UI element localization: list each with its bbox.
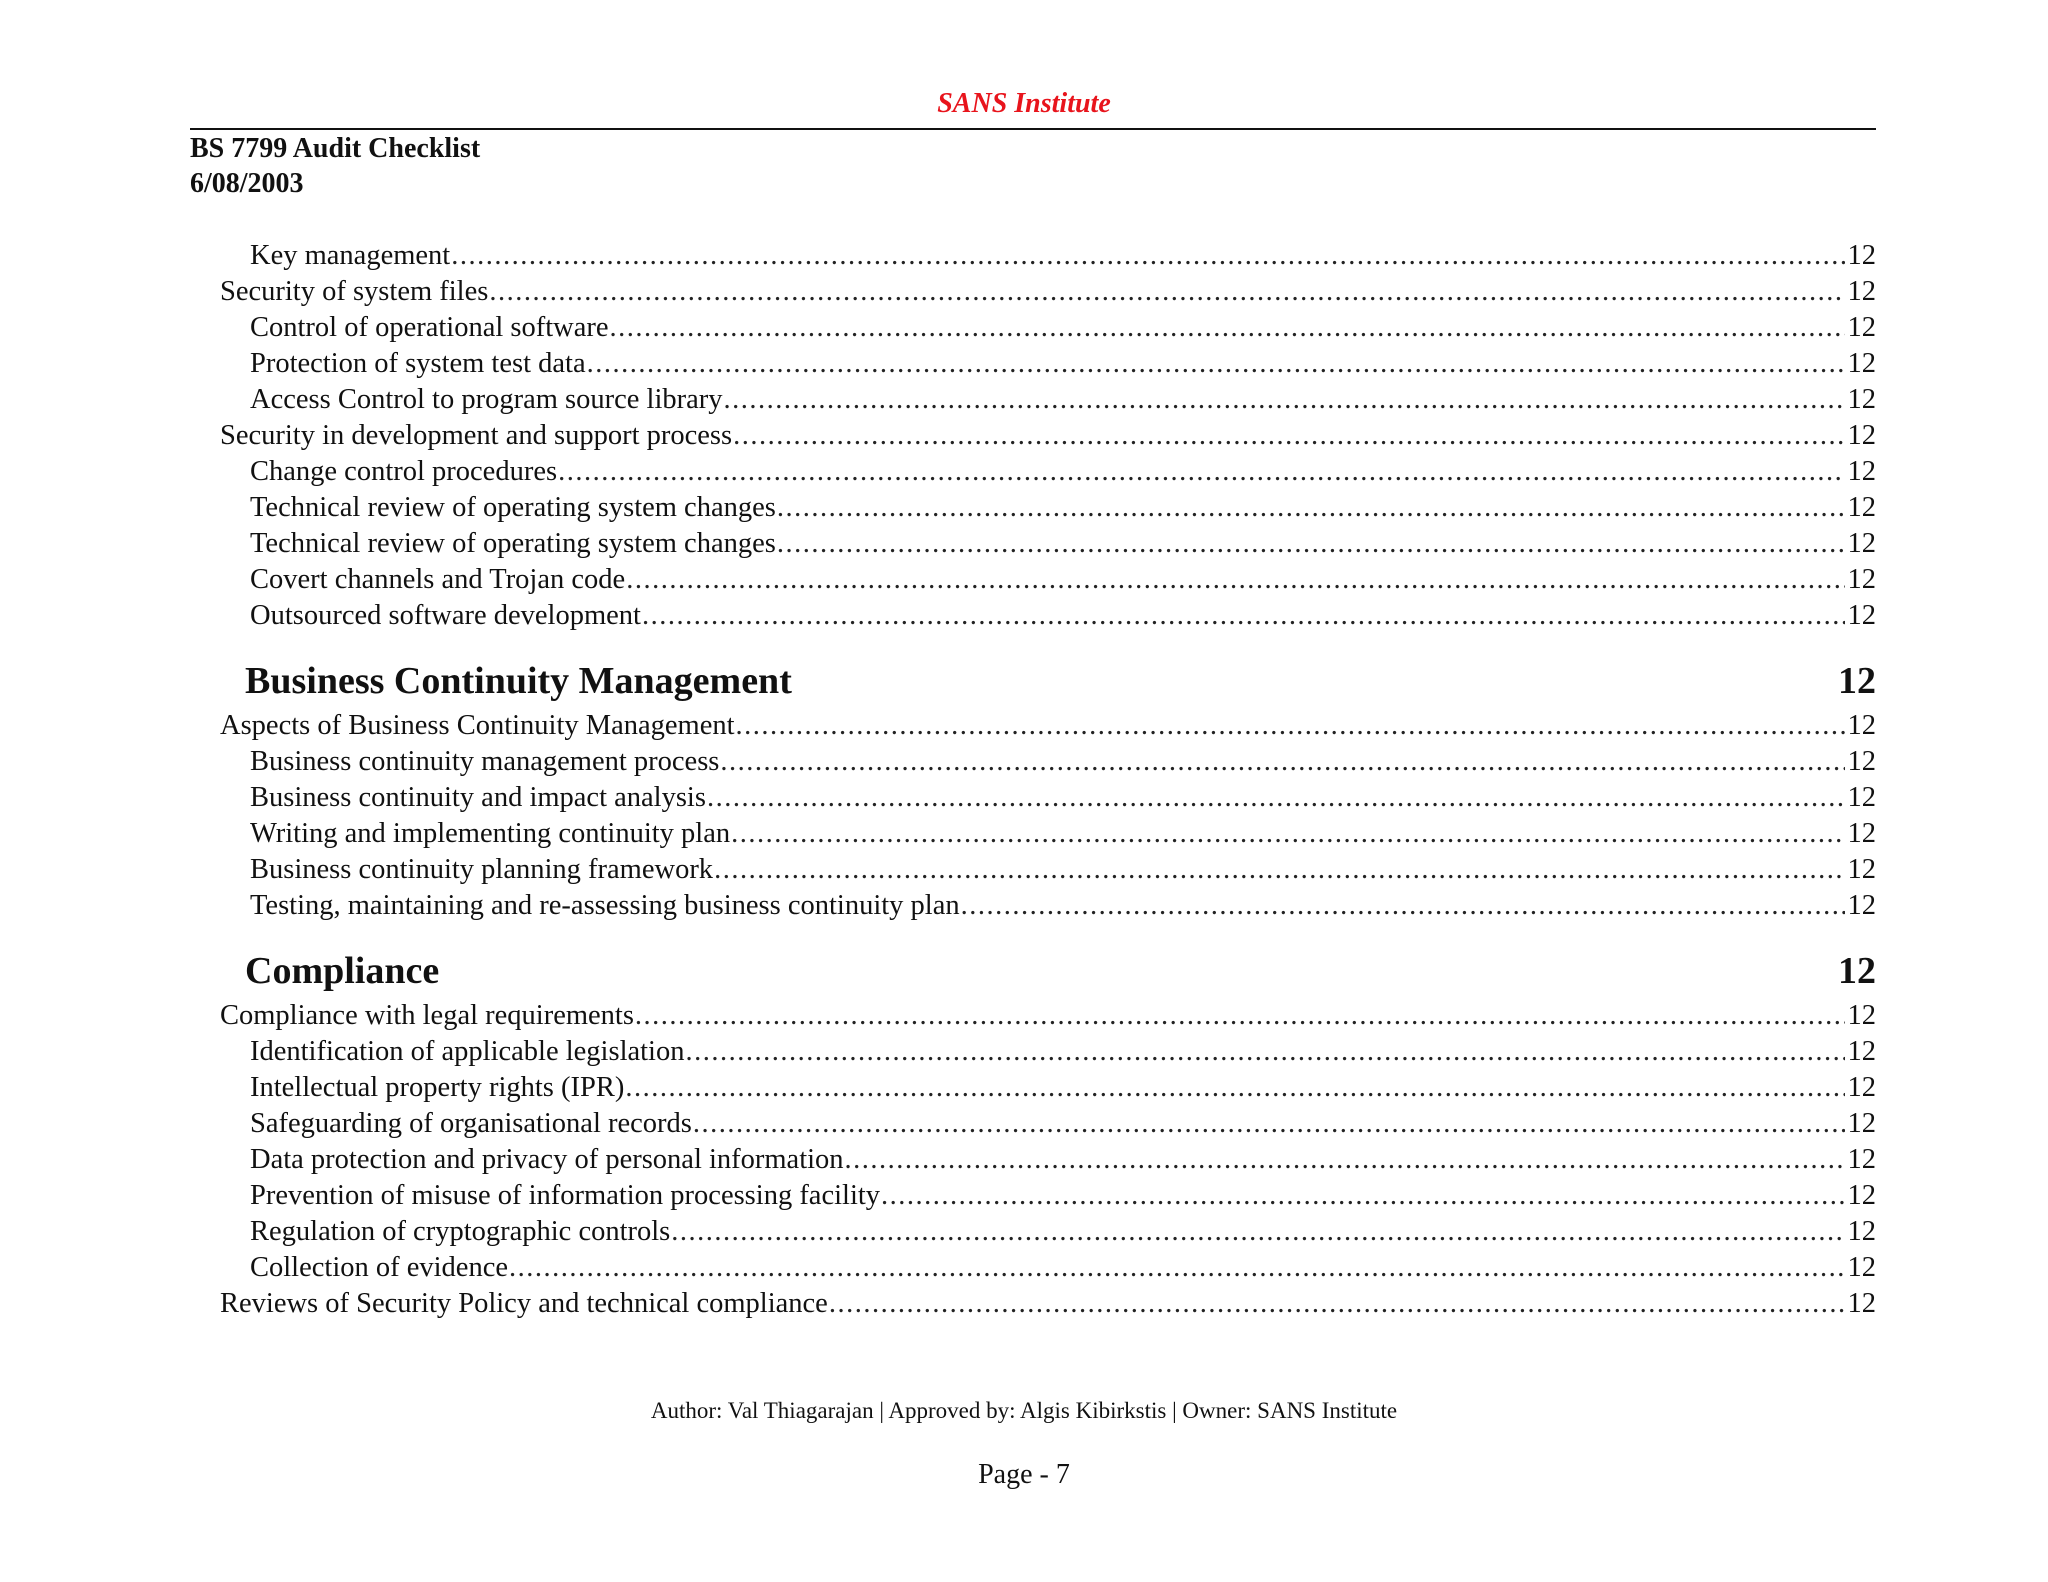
toc-leader-dots bbox=[635, 998, 1845, 1034]
toc-section-compliance[interactable] bbox=[220, 946, 1876, 996]
toc-entry-label: Protection of system test data bbox=[250, 348, 586, 379]
toc-section-business-continuity[interactable] bbox=[220, 656, 1876, 706]
toc-leader-dots bbox=[881, 1178, 1844, 1214]
toc-entry-page: 12 bbox=[1847, 890, 1876, 921]
toc-entry-page: 12 bbox=[1847, 1216, 1876, 1247]
toc-leader-dots bbox=[736, 708, 1845, 744]
toc-entry-page: 12 bbox=[1847, 1144, 1876, 1175]
toc-entry[interactable] bbox=[220, 1034, 1876, 1070]
toc-leader-dots bbox=[707, 780, 1845, 816]
toc-section-title: Compliance bbox=[245, 950, 440, 992]
toc-leader-dots bbox=[720, 744, 1844, 780]
toc-entry-label: Reviews of Security Policy and technical compliance bbox=[220, 1288, 828, 1319]
toc-entry[interactable] bbox=[220, 708, 1876, 744]
toc-leader-dots bbox=[489, 274, 1844, 310]
toc-entry-page: 12 bbox=[1847, 818, 1876, 849]
toc-entry-label: Testing, maintaining and re-assessing business continuity plan bbox=[250, 890, 960, 921]
toc-leader-dots bbox=[451, 238, 1844, 274]
toc-entry-label: Security of system files bbox=[220, 276, 489, 307]
toc-leader-dots bbox=[610, 310, 1845, 346]
toc-entry-label: Access Control to program source library bbox=[250, 384, 723, 415]
toc-entry-label: Business continuity planning framework bbox=[250, 854, 714, 885]
toc-block-system-security bbox=[220, 238, 1876, 634]
toc-entry-label: Technical review of operating system changes bbox=[250, 492, 776, 523]
toc-entry[interactable] bbox=[220, 274, 1876, 310]
toc-entry-page: 12 bbox=[1847, 1000, 1876, 1031]
document-title: BS 7799 Audit Checklist bbox=[190, 133, 481, 164]
toc-entry[interactable] bbox=[220, 1214, 1876, 1250]
toc-block-compliance bbox=[220, 998, 1876, 1322]
toc-entry[interactable] bbox=[220, 744, 1876, 780]
toc-entry[interactable] bbox=[220, 780, 1876, 816]
toc-entry[interactable] bbox=[220, 1142, 1876, 1178]
toc-section-title: Business Continuity Management bbox=[245, 660, 792, 702]
toc-entry[interactable] bbox=[220, 888, 1876, 924]
toc-entry[interactable] bbox=[220, 598, 1876, 634]
toc-entry[interactable] bbox=[220, 418, 1876, 454]
toc-entry-page: 12 bbox=[1847, 746, 1876, 777]
toc-entry-page: 12 bbox=[1847, 420, 1876, 451]
toc-entry-label: Technical review of operating system changes bbox=[250, 528, 776, 559]
toc-entry-page: 12 bbox=[1847, 1180, 1876, 1211]
toc-entry[interactable] bbox=[220, 1250, 1876, 1286]
toc-entry-page: 12 bbox=[1847, 276, 1876, 307]
toc-entry-label: Business continuity and impact analysis bbox=[250, 782, 706, 813]
toc-entry[interactable] bbox=[220, 382, 1876, 418]
toc-entry-page: 12 bbox=[1847, 384, 1876, 415]
toc-entry[interactable] bbox=[220, 816, 1876, 852]
toc-entry[interactable] bbox=[220, 562, 1876, 598]
toc-entry-page: 12 bbox=[1847, 600, 1876, 631]
toc-entry-page: 12 bbox=[1847, 564, 1876, 595]
toc-entry[interactable] bbox=[220, 998, 1876, 1034]
toc-leader-dots bbox=[587, 346, 1845, 382]
toc-entry-page: 12 bbox=[1847, 1108, 1876, 1139]
toc-entry[interactable] bbox=[220, 238, 1876, 274]
toc-entry-label: Security in development and support process bbox=[220, 420, 733, 451]
toc-entry-label: Data protection and privacy of personal information bbox=[250, 1144, 844, 1175]
toc-entry-label: Control of operational software bbox=[250, 312, 609, 343]
toc-leader-dots bbox=[671, 1214, 1844, 1250]
toc-entry-label: Prevention of misuse of information processing facility bbox=[250, 1180, 881, 1211]
toc-entry[interactable] bbox=[220, 1070, 1876, 1106]
toc-entry-label: Business continuity management process bbox=[250, 746, 720, 777]
toc-leader-dots bbox=[642, 598, 1845, 634]
toc-leader-dots bbox=[731, 816, 1844, 852]
toc-leader-dots bbox=[777, 526, 1845, 562]
toc-entry-page: 12 bbox=[1847, 492, 1876, 523]
document-date: 6/08/2003 bbox=[190, 168, 304, 199]
toc-leader-dots bbox=[625, 1070, 1844, 1106]
toc-leader-dots bbox=[693, 1106, 1845, 1142]
toc-entry-page: 12 bbox=[1847, 348, 1876, 379]
toc-entry-page: 12 bbox=[1847, 312, 1876, 343]
toc-section-page: 12 bbox=[1838, 950, 1876, 992]
toc-leader-dots bbox=[714, 852, 1844, 888]
toc-leader-dots bbox=[724, 382, 1845, 418]
toc-entry-page: 12 bbox=[1847, 782, 1876, 813]
toc-entry-page: 12 bbox=[1847, 710, 1876, 741]
toc-entry-label: Regulation of cryptographic controls bbox=[250, 1216, 671, 1247]
toc-entry[interactable] bbox=[220, 346, 1876, 382]
toc-entry-label: Aspects of Business Continuity Management bbox=[220, 710, 735, 741]
toc-entry-page: 12 bbox=[1847, 240, 1876, 271]
header-org-name: SANS Institute bbox=[937, 88, 1111, 119]
table-of-contents bbox=[220, 238, 1876, 1322]
toc-entry-label: Safeguarding of organisational records bbox=[250, 1108, 692, 1139]
toc-entry-label: Covert channels and Trojan code bbox=[250, 564, 626, 595]
toc-block-business-continuity bbox=[220, 708, 1876, 924]
toc-leader-dots bbox=[509, 1250, 1845, 1286]
footer-page-number: Page - 7 bbox=[978, 1459, 1070, 1490]
toc-entry[interactable] bbox=[220, 526, 1876, 562]
toc-entry[interactable] bbox=[220, 310, 1876, 346]
toc-entry-page: 12 bbox=[1847, 854, 1876, 885]
toc-entry-label: Collection of evidence bbox=[250, 1252, 508, 1283]
toc-leader-dots bbox=[626, 562, 1844, 598]
toc-leader-dots bbox=[845, 1142, 1845, 1178]
toc-entry-page: 12 bbox=[1847, 1036, 1876, 1067]
footer-author-line: Author: Val Thiagarajan | Approved by: Algis Kibirkstis | Owner: SANS Institute bbox=[650, 1398, 1398, 1423]
toc-entry[interactable] bbox=[220, 852, 1876, 888]
toc-entry-label: Compliance with legal requirements bbox=[220, 1000, 634, 1031]
toc-entry[interactable] bbox=[220, 490, 1876, 526]
toc-entry-label: Identification of applicable legislation bbox=[250, 1036, 685, 1067]
toc-leader-dots bbox=[558, 454, 1844, 490]
toc-entry[interactable] bbox=[220, 1106, 1876, 1142]
toc-entry-page: 12 bbox=[1847, 1252, 1876, 1283]
toc-entry-page: 12 bbox=[1847, 1072, 1876, 1103]
toc-leader-dots bbox=[961, 888, 1845, 924]
toc-entry-label: Outsourced software development bbox=[250, 600, 641, 631]
toc-section-page: 12 bbox=[1838, 660, 1876, 702]
toc-entry-page: 12 bbox=[1847, 528, 1876, 559]
toc-entry-page: 12 bbox=[1847, 456, 1876, 487]
toc-entry[interactable] bbox=[220, 454, 1876, 490]
toc-entry[interactable] bbox=[220, 1286, 1876, 1322]
header-divider bbox=[190, 128, 1876, 130]
toc-entry[interactable] bbox=[220, 1178, 1876, 1214]
toc-entry-label: Change control procedures bbox=[250, 456, 558, 487]
toc-leader-dots bbox=[685, 1034, 1844, 1070]
toc-entry-label: Intellectual property rights (IPR) bbox=[250, 1072, 625, 1103]
toc-entry-label: Writing and implementing continuity plan bbox=[250, 818, 731, 849]
toc-entry-page: 12 bbox=[1847, 1288, 1876, 1319]
toc-leader-dots bbox=[733, 418, 1844, 454]
toc-leader-dots bbox=[777, 490, 1845, 526]
toc-leader-dots bbox=[829, 1286, 1845, 1322]
toc-entry-label: Key management bbox=[250, 240, 451, 271]
